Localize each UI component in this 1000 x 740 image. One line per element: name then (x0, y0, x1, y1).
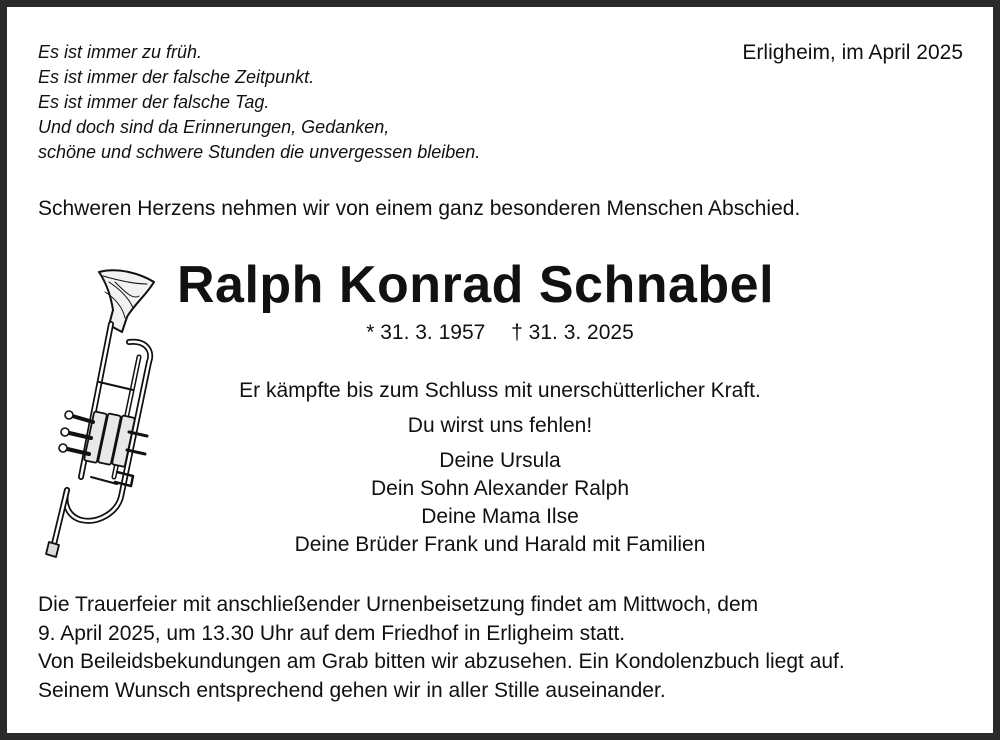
poem-line: Es ist immer zu früh. (38, 42, 203, 62)
poem-line: Und doch sind da Erinnerungen, Gedanken, (38, 117, 390, 137)
deceased-name: Ralph Konrad Schnabel (177, 256, 775, 314)
footer-line: 9. April 2025, um 13.30 Uhr auf dem Friedhof in Erligheim statt. (38, 621, 626, 645)
poem-line: Es ist immer der falsche Zeitpunkt. (38, 67, 315, 87)
footer-line: Die Trauerfeier mit anschließender Urnenbeisetzung findet am Mittwoch, dem (38, 593, 759, 616)
death-date: † 31. 3. 2025 (511, 321, 634, 344)
mourners-list (7, 447, 993, 559)
mourner-line: Deine Mama Ilse (421, 505, 579, 528)
poem (38, 40, 480, 165)
tribute-fight: Er kämpfte bis zum Schluss mit unerschütterlicher Kraft. (239, 379, 761, 402)
place-date: Erligheim, im April 2025 (742, 41, 963, 64)
mourner-line: Dein Sohn Alexander Ralph (370, 477, 629, 500)
footer-line: Von Beileidsbekundungen am Grab bitten wir abzusehen. Ein Kondolenzbuch liegt auf. (38, 650, 845, 673)
intro-text: Schweren Herzens nehmen wir von einem ganz besonderen Menschen Abschied. (38, 197, 801, 220)
mourner-line: Deine Brüder Frank und Harald mit Familien (294, 533, 706, 556)
funeral-notice (38, 591, 845, 705)
tribute-miss: Du wirst uns fehlen! (407, 414, 593, 437)
footer-line: Seinem Wunsch entsprechend gehen wir in aller Stille auseinander. (38, 678, 666, 702)
obituary-card (7, 7, 993, 733)
life-dates (7, 321, 993, 345)
poem-line: schöne und schwere Stunden die unvergessen bleiben. (38, 142, 481, 162)
mourner-line: Deine Ursula (439, 449, 561, 472)
poem-line: Es ist immer der falsche Tag. (38, 92, 270, 112)
birth-date: * 31. 3. 1957 (366, 321, 486, 344)
